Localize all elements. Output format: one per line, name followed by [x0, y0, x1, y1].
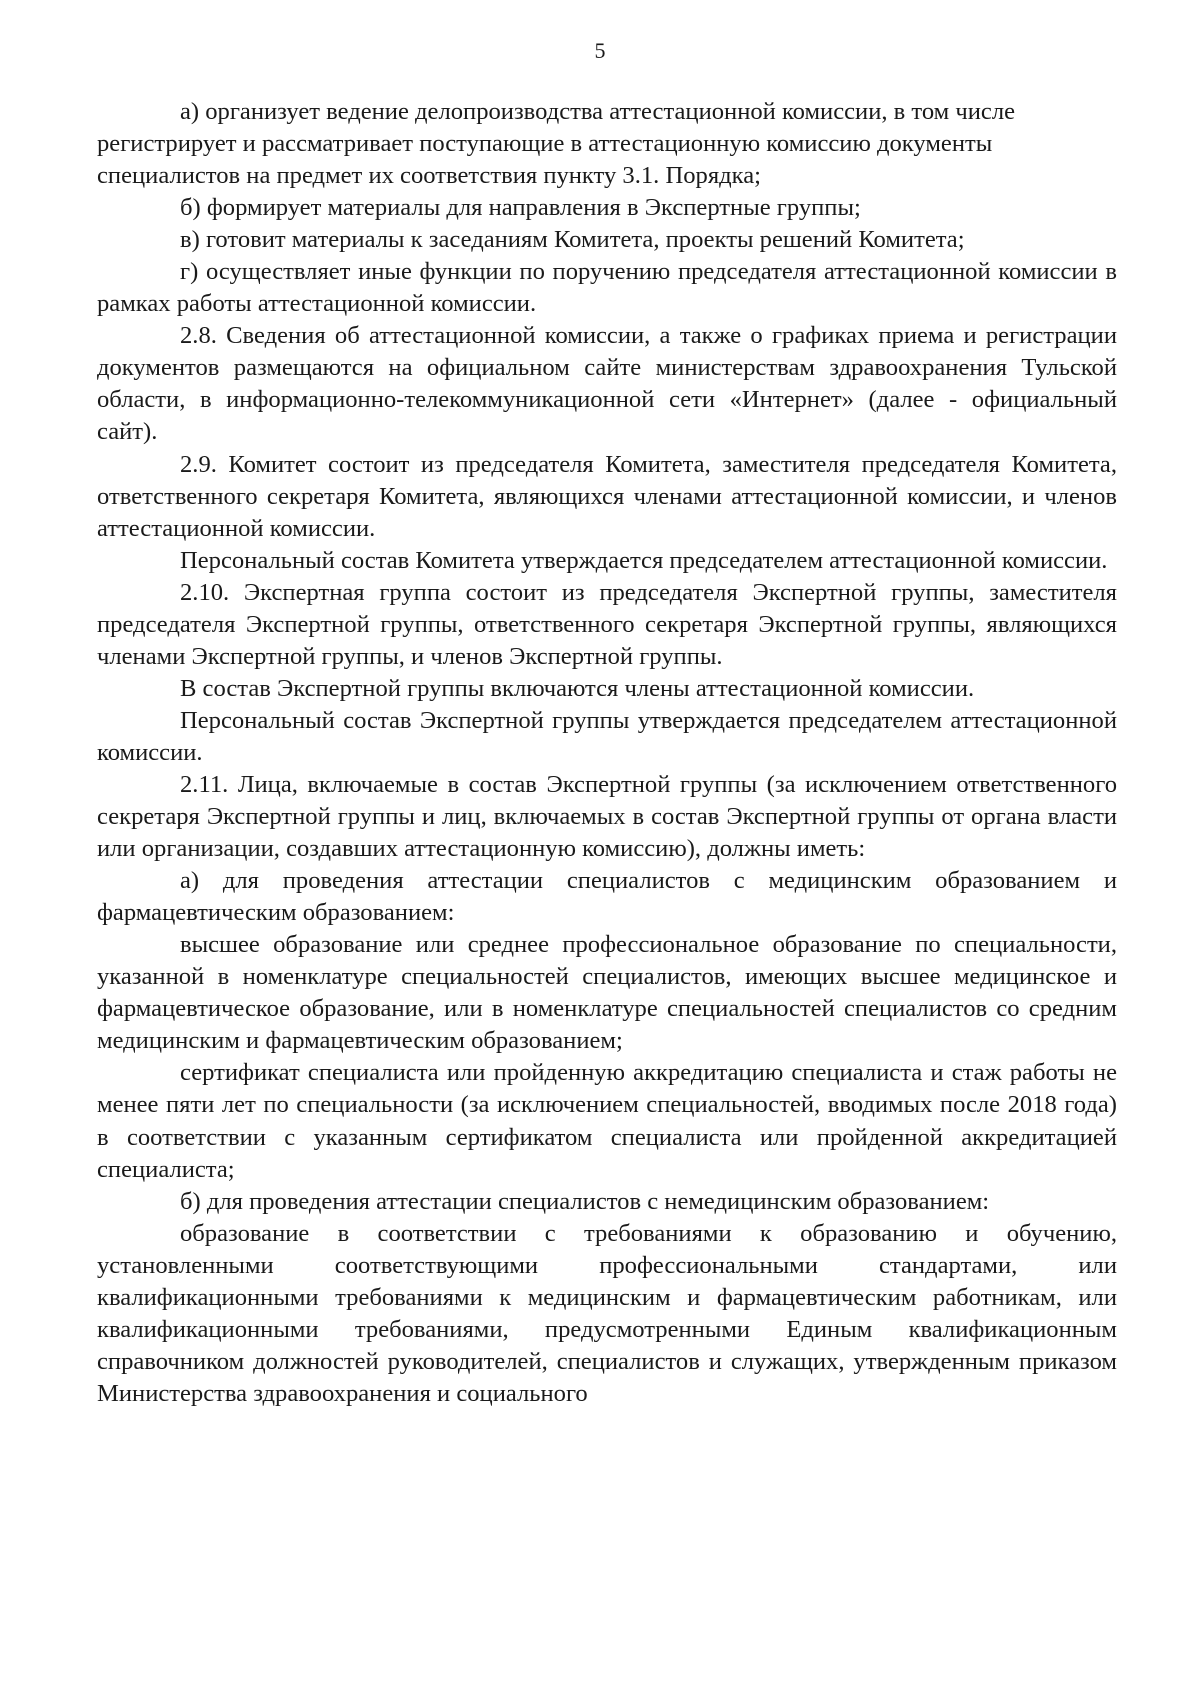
paragraph-2-9-composition: Персональный состав Комитета утверждается председателем аттестационной комиссии. — [180, 546, 1108, 574]
paragraph-2-11-a-education: высшее образование или среднее профессиональное образование по специальности, указанной в номенклатуре специальностей специалистов, имеющих высшее медицинское и фармацевтическое образование, или в номенклатуре специальностей специалистов со средним медицинским и фармацевтическим образованием; — [97, 931, 1117, 1055]
paragraph-2-7-a: а) организует ведение делопроизводства аттестационной комиссии, в том числе регистрирует и рассматривает поступающие в аттестационную комиссию документы специалистов на предмет их соответствия пункту 3.1. Порядка; — [97, 98, 1016, 190]
page-number: 5 — [594, 38, 606, 63]
paragraph-2-10-members: В состав Экспертной группы включаются члены аттестационной комиссии. — [180, 674, 975, 702]
paragraph-2-7-b: б) формирует материалы для направления в Экспертные группы; — [180, 194, 861, 222]
paragraph-2-8: 2.8. Сведения об аттестационной комиссии, а также о графиках приема и регистрации документов размещаются на официальном сайте министерствам здравоохранения Тульской области, в информационно-телекоммуникационной сети «Интернет» (далее - официальный сайт). — [97, 322, 1117, 446]
paragraph-2-11-a: а) для проведения аттестации специалистов с медицинским образованием и фармацевтическим образованием: — [97, 867, 1117, 927]
paragraph-2-7-v: в) готовит материалы к заседаниям Комитета, проекты решений Комитета; — [180, 226, 965, 254]
paragraph-2-11-b-education: образование в соответствии с требованиями к образованию и обучению, установленными соответствующими профессиональными стандартами, или квалификационными требованиями к медицинским и фармацевтическим работникам, или квалификационными требованиями, предусмотренными Единым квалификационным справочником должностей руководителей, специалистов и служащих, утвержденным приказом Министерства здравоохранения и социального — [97, 1219, 1117, 1407]
paragraph-2-7-g: г) осуществляет иные функции по поручению председателя аттестационной комиссии в рамках работы аттестационной комиссии. — [97, 258, 1117, 318]
paragraph-2-10: 2.10. Экспертная группа состоит из председателя Экспертной группы, заместителя председателя Экспертной группы, ответственного секретаря Экспертной группы, являющихся членами Экспертной группы, и членов Экспертной группы. — [97, 578, 1117, 670]
paragraph-2-11-a-certificate: сертификат специалиста или пройденную аккредитацию специалиста и стаж работы не менее пяти лет по специальности (за исключением специальностей, вводимых после 2018 года) в соответствии с указанным сертификатом специалиста или пройденной аккредитацией специалиста; — [97, 1059, 1117, 1183]
paragraph-2-11: 2.11. Лица, включаемые в состав Экспертной группы (за исключением ответственного секретаря Экспертной группы и лиц, включаемых в состав Экспертной группы от органа власти или организации, создавших аттестационную комиссию), должны иметь: — [97, 770, 1117, 863]
document-body — [97, 96, 1117, 1410]
paragraph-2-10-composition: Персональный состав Экспертной группы утверждается председателем аттестационной комиссии. — [97, 706, 1117, 766]
paragraph-2-11-b: б) для проведения аттестации специалистов с немедицинским образованием: — [180, 1187, 990, 1215]
paragraph-2-9: 2.9. Комитет состоит из председателя Комитета, заместителя председателя Комитета, ответственного секретаря Комитета, являющихся членами аттестационной комиссии, и членов аттестационной комиссии. — [97, 450, 1117, 542]
